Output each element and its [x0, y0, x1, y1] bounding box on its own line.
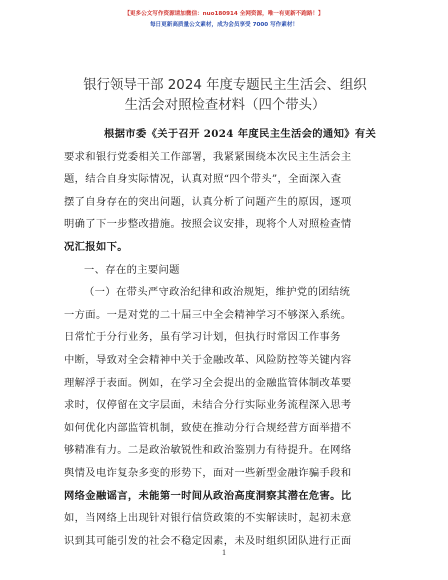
- body-line: 中断，导致对全会精神中关于金融改革、风险防控等关键内容: [64, 354, 352, 366]
- body-line: 求时，仅停留在文字层面，未结合分行实际业务流程深入思考: [64, 399, 352, 411]
- page-number: 1: [222, 548, 226, 557]
- promo-banner-line-1: 【更多公文写作资源请加微信：nuo180914 全网资源，唯一有更新不跑路！】: [124, 11, 324, 17]
- body-line: 舆情及电诈复杂多变的形势下，面对一些新型金融诈骗手段和: [64, 467, 352, 479]
- body-line: 如，当网络上出现针对银行信贷政策的不实解读时，起初未意: [64, 512, 352, 524]
- title-line-1: 银行领导干部 2024 年度专题民主生活会、组织: [83, 78, 367, 93]
- body-line: （一）在带头严守政治纪律和政治规矩，维护党的团结统: [84, 286, 351, 298]
- section-heading: 一、存在的主要问题: [84, 264, 180, 276]
- body-line: 够精准有力。二是政治敏锐性和政治鉴别力有待提升。在网络: [64, 444, 352, 456]
- body-line: 明确了下一步整改措施。按照会议安排，现将个人对照检查情: [64, 218, 352, 230]
- body-line: 识到其可能引发的社会不稳定因素，未及时组织团队进行正面: [64, 535, 352, 547]
- body-line: 如何优化内部监管机制，致使在推动分行合规经营方面举措不: [64, 422, 352, 434]
- body-line: 摆了自身存在的突出问题，认真分析了问题产生的原因，逐项: [64, 196, 352, 208]
- body-line: 一方面。一是对党的二十届三中全会精神学习不够深入系统。: [64, 309, 352, 321]
- body-line: 况汇报如下。: [64, 241, 128, 253]
- body-line: 网络金融谣言，未能第一时间从政治高度洞察其潜在危害。比: [64, 490, 352, 502]
- document-title: [60, 76, 390, 116]
- promo-banner-line-2: 每日更新高质量公文素材，成为会员享受 7000 写作素材！: [149, 22, 299, 28]
- body-line: 理解浮于表面。例如，在学习全会提出的金融监管体制改革要: [64, 377, 352, 389]
- body-line: 根据市委《关于召开 2024 年度民主生活会的通知》有关: [104, 128, 377, 140]
- title-line-2: 生活会对照检查材料（四个带头）: [124, 98, 326, 113]
- body-line: 要求和银行党委相关工作部署，我紧紧围绕本次民主生活会主: [64, 151, 352, 163]
- body-line: 日常忙于分行业务，虽有学习计划，但执行时常因工作事务: [64, 331, 341, 343]
- body-line: 题，结合自身实际情况，认真对照“四个带头”，全面深入查: [64, 173, 342, 185]
